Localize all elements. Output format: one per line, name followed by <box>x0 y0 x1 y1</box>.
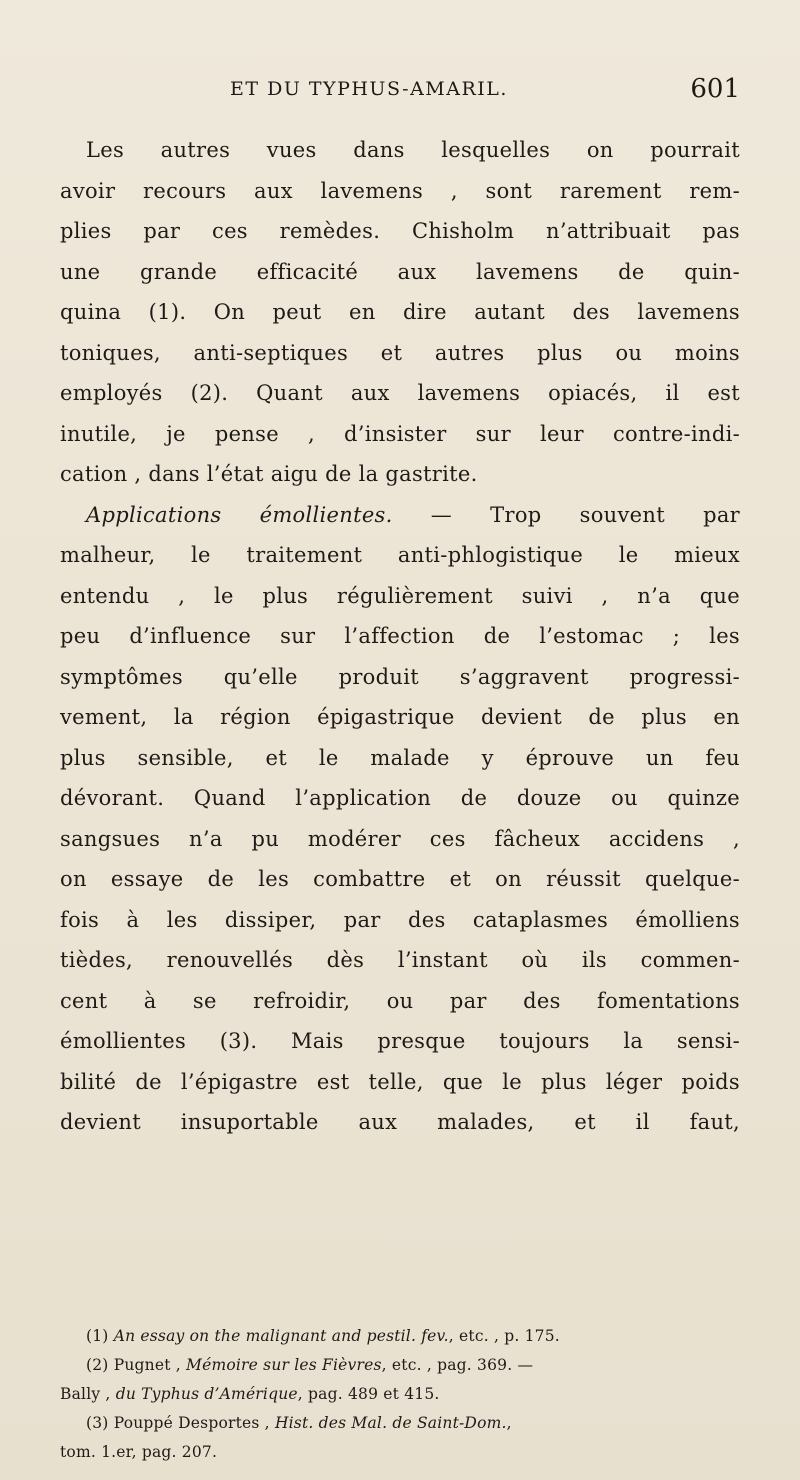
text-line: Les autres vues dans lesquelles on pourrait <box>86 138 740 162</box>
text-line: toniques, anti-septiques et autres plus ou moins <box>60 340 740 365</box>
section-heading: Applications émollientes. <box>86 502 393 527</box>
text-line: malheur, le traitement anti-phlogistique le mieux <box>60 543 740 567</box>
text-line: quina (1). On peut en dire autant des lavemens <box>60 300 740 324</box>
page-header <box>60 74 740 118</box>
footnote-1 <box>60 1322 740 1351</box>
text-line: cation , dans l’état aigu de la gastrite. <box>60 462 478 486</box>
footnote-citation: , pag. 489 et 415. <box>297 1385 440 1403</box>
text-line: plus sensible, et le malade y éprouve un feu <box>60 745 740 770</box>
text-line: vement, la région épigastrique devient de plus en <box>60 705 740 729</box>
footnote-2-continued <box>60 1380 740 1409</box>
footnote-2 <box>60 1351 740 1380</box>
footnote-title: An essay on the malignant and pestil. fev. <box>113 1327 449 1345</box>
page-number: 601 <box>690 74 740 104</box>
footnote-title: Mémoire sur les Fièvres <box>186 1356 382 1374</box>
footnote-3 <box>60 1409 740 1438</box>
footnote-title: du Typhus d’Amérique <box>115 1385 298 1403</box>
text-line: entendu , le plus régulièrement suivi , n’a que <box>60 583 740 608</box>
footnote-citation: , etc. , p. 175. <box>448 1327 560 1345</box>
footnote-citation: , etc. , pag. 369. — <box>381 1356 534 1374</box>
footnote-author: Pouppé Desportes , <box>113 1414 270 1432</box>
text-line: plies par ces remèdes. Chisholm n’attribuait pas <box>60 219 740 243</box>
text-line: cent à se refroidir, ou par des fomentations <box>60 988 740 1013</box>
text-line: sangsues n’a pu modérer ces fâcheux accidens , <box>60 826 740 851</box>
section-heading-line <box>60 495 740 536</box>
footnote-3-continued: tom. 1.er, pag. 207. <box>60 1443 218 1461</box>
running-head: ET DU TYPHUS-AMARIL. <box>230 78 508 100</box>
footnotes <box>60 1322 740 1467</box>
text-line: employés (2). Quant aux lavemens opiacés, il est <box>60 381 740 405</box>
text-line: peu d’influence sur l’affection de l’estomac ; les <box>60 624 740 648</box>
footnote-author: Pugnet , <box>113 1356 181 1374</box>
text-line: dévorant. Quand l’application de douze ou quinze <box>60 786 740 810</box>
text-line: une grande efficacité aux lavemens de quin- <box>60 259 740 284</box>
footnote-citation: , <box>506 1414 512 1432</box>
text-line: avoir recours aux lavemens , sont rarement rem- <box>60 178 740 203</box>
footnote-marker: (2) <box>86 1356 109 1374</box>
text-line: on essaye de les combattre et on réussit quelque- <box>60 867 740 891</box>
text-line: devient insuportable aux malades, et il faut, <box>60 1110 740 1134</box>
footnote-marker: (1) <box>86 1327 109 1345</box>
text-line: symptômes qu’elle produit s’aggravent progressi- <box>60 664 740 689</box>
text-line: tièdes, renouvellés dès l’instant où ils commen- <box>60 948 740 972</box>
text-line: bilité de l’épigastre est telle, que le plus léger poids <box>60 1069 740 1094</box>
footnote-title: Hist. des Mal. de Saint-Dom. <box>274 1414 507 1432</box>
text-line: émollientes (3). Mais presque toujours la sensi- <box>60 1029 740 1053</box>
text-line: fois à les dissiper, par des cataplasmes émolliens <box>60 907 740 932</box>
footnote-marker: (3) <box>86 1414 109 1432</box>
body-text <box>60 130 740 1143</box>
section-lead: — Trop souvent par <box>392 502 740 527</box>
text-line: inutile, je pense , d’insister sur leur contre-indi- <box>60 421 740 446</box>
footnote-author: Bally , <box>60 1385 111 1403</box>
